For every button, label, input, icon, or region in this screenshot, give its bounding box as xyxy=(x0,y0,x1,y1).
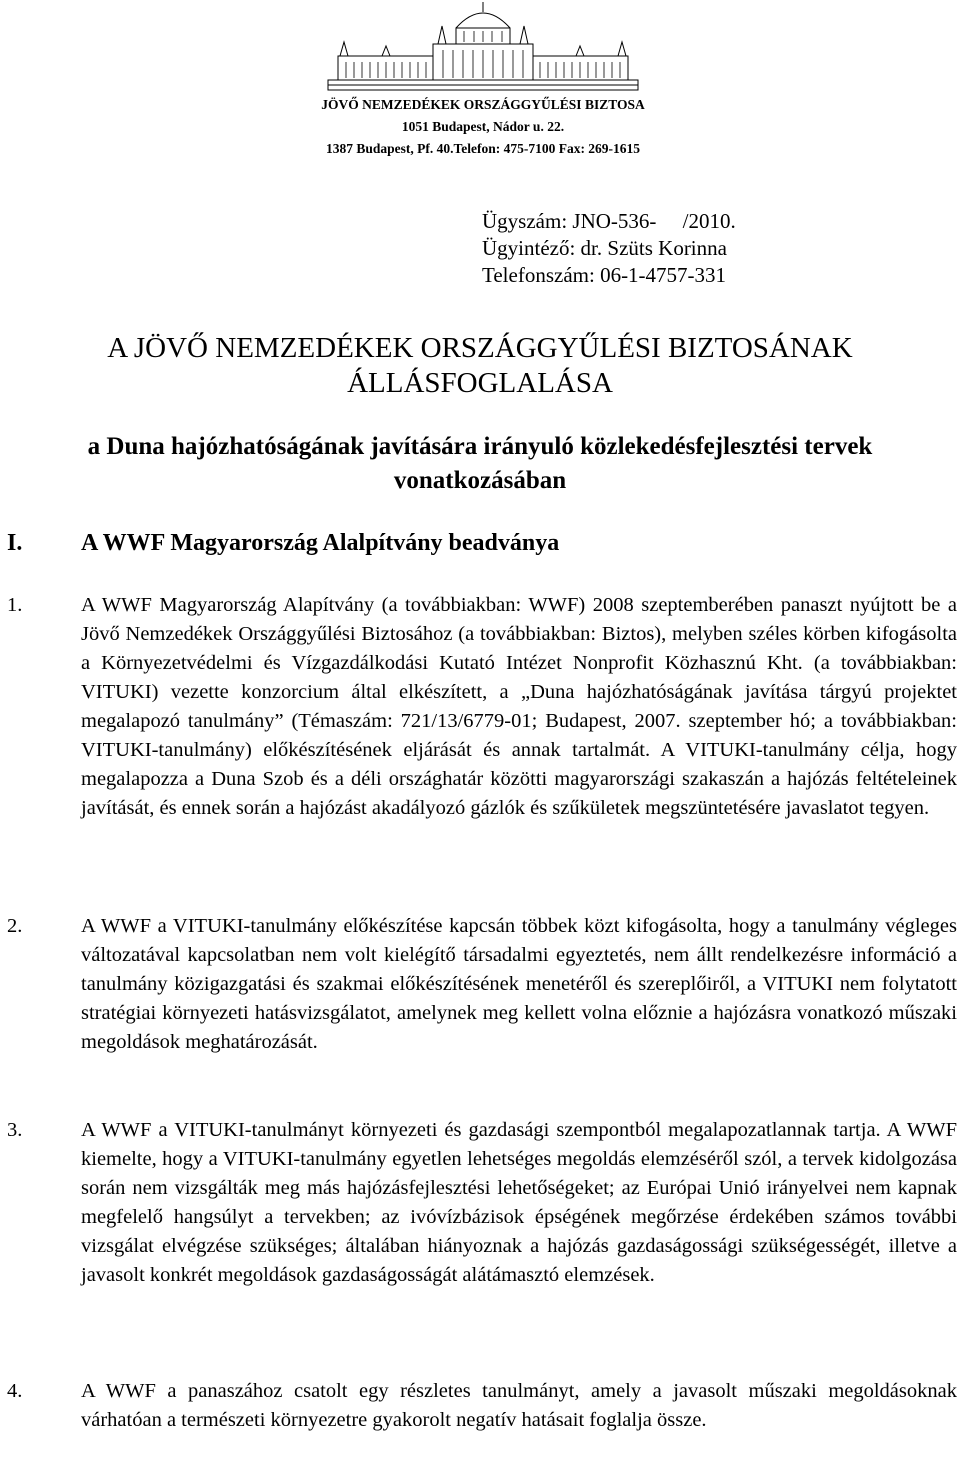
phone-number: Telefonszám: 06-1-4757-331 xyxy=(482,263,727,287)
paragraph-text: A WWF Magyarország Alapítvány (a továbbiakban: WWF) 2008 szeptemberében panaszt nyújtott be a Jövő Nemzedékek Országgyűlési Biztosához (a továbbiakban: Biztos), melyben széles körben kifogásolta a Környezetvédelmi és Vízgazdálkodási Kutató Intézet Nonprofit Közhasznú Kht. (a továbbiakban: VITUKI) vezette konzorcium által elkészített, a „Duna hajózhatóságának javítása tárgyú projektet megalapozó tanulmány” (Témaszám: 721/13/6779-01; Budapest, 2007. szeptember hó; a továbbiakban: VITUKI-tanulmány) előkészítésének eljárását és annak tartalmát. A VITUKI-tanulmány célja, hogy megalapozza a Duna Szob és a déli országhatár közötti magyarországi szakaszán a hajózás feltételeinek javítását, és ennek során a hajózást akadályozó gázlók és szűkületek megszüntetésére javaslatot tegyen. xyxy=(81,594,957,819)
letterhead xyxy=(268,0,698,160)
paragraph-number: 1. xyxy=(7,594,23,616)
paragraph-number: 2. xyxy=(7,915,23,937)
paragraph-3 xyxy=(7,1116,957,1290)
paragraph-text: A WWF a VITUKI-tanulmány előkészítése kapcsán többek közt kifogásolta, hogy a tanulmány végleges változatával kapcsolatban nem volt kielégítő társadalmi egyeztetés, nem állt rendelkezésre információ a tanulmány közigazgatási és szakmai előkészítésének menetéről és szereplőiről, a VITUKI nem folytatott stratégiai környezeti hatásvizsgálatot, amelynek meg kellett volna előznie a hajózásra vonatkozó műszaki megoldások meghatározását. xyxy=(81,915,957,1053)
case-officer: Ügyintéző: dr. Szüts Korinna xyxy=(482,236,727,260)
paragraph-text: A WWF a panaszához csatolt egy részletes tanulmányt, amely a javasolt műszaki megoldásoknak várhatóan a természeti környezetre gyakorolt negatív hatásait foglalja össze. xyxy=(81,1380,957,1431)
case-number: Ügyszám: JNO-536- /2010. xyxy=(482,209,736,233)
paragraph-2 xyxy=(7,912,957,1057)
document-subtitle xyxy=(0,430,960,498)
section-heading-text: A WWF Magyarország Alalpítvány beadványa xyxy=(81,530,560,556)
letterhead-org-name: JÖVŐ NEMZEDÉKEK ORSZÁGGYŰLÉSI BIZTOSA xyxy=(321,97,645,112)
paragraph-number: 3. xyxy=(7,1119,23,1141)
parliament-building-icon xyxy=(318,0,648,94)
section-heading xyxy=(7,528,559,558)
section-number: I. xyxy=(7,530,23,556)
letterhead-address: 1051 Budapest, Nádor u. 22. xyxy=(401,119,565,134)
paragraph-text: A WWF a VITUKI-tanulmányt környezeti és gazdasági szempontból megalapozatlannak tartja. A WWF kiemelte, hogy a VITUKI-tanulmány egyetlen lehetséges megoldás elemzéséről szól, a tervek kidolgozása során nem vizsgálták meg más hajózásfejlesztési lehetőségeket; az Európai Unió irányelvei nem kapnak megfelelő hangsúlyt a tervekben; az ivóvízbázisok épségének megőrzése érdekében számos további vizsgálat elvégzése szükséges; általában hiányoznak a hajózás gazdaságossági szükségességét, illetve a javasolt konkrét megoldások gazdaságosságát alátámasztó elemzések. xyxy=(81,1119,957,1286)
letterhead-contact: 1387 Budapest, Pf. 40.Telefon: 475-7100 Fax: 269-1615 xyxy=(325,141,641,156)
paragraph-4 xyxy=(7,1377,957,1435)
document-title-line-2: ÁLLÁSFOGLALÁSA xyxy=(347,367,613,399)
document-title xyxy=(0,331,960,401)
paragraph-1 xyxy=(7,591,957,823)
document-subtitle-line-2: vonatkozásában xyxy=(393,467,567,494)
paragraph-number: 4. xyxy=(7,1380,23,1402)
reference-block xyxy=(482,208,736,289)
document-title-line-1: A JÖVŐ NEMZEDÉKEK ORSZÁGGYŰLÉSI BIZTOSÁNAK xyxy=(107,332,853,364)
document-subtitle-line-1: a Duna hajózhatóságának javítására irányuló közlekedésfejlesztési tervek xyxy=(87,433,873,460)
